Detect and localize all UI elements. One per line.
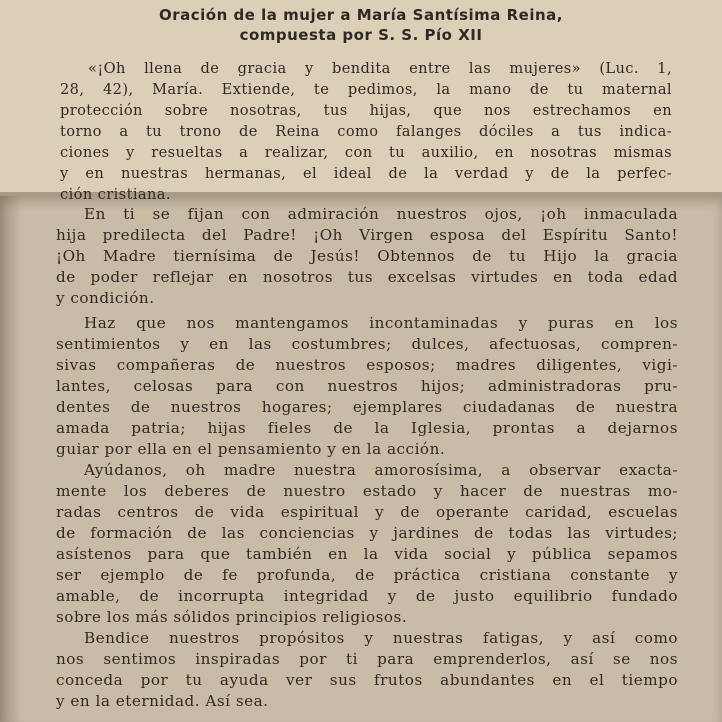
prayer-title-line-1: Oración de la mujer a María Santísima Reina, xyxy=(159,6,563,24)
text-line: de formación de las conciencias y jardines de todas las virtudes; xyxy=(56,524,678,542)
text-line: dentes de nuestros hogares; ejemplares ciudadanas de nuestra xyxy=(56,398,678,416)
text-line: radas centros de vida espiritual y de operante caridad, escuelas xyxy=(56,503,678,521)
paragraph-5 xyxy=(56,628,678,712)
text-line: ción cristiana. xyxy=(60,186,171,203)
prayer-title-line-2: compuesta por S. S. Pío XII xyxy=(239,26,483,44)
text-line: Ayúdanos, oh madre nuestra amorosísima, a observar exacta- xyxy=(84,461,678,479)
text-line: Bendice nuestros propósitos y nuestras fatigas, y así como xyxy=(84,629,678,647)
text-line: ser ejemplo de fe profunda, de práctica cristiana constante y xyxy=(56,566,678,584)
text-line: ciones y resueltas a realizar, con tu auxilio, en nosotras mismas xyxy=(60,144,672,161)
text-line: torno a tu trono de Reina como falanges dóciles a tus indica- xyxy=(60,123,672,140)
text-line: hija predilecta del Padre! ¡Oh Virgen esposa del Espíritu Santo! xyxy=(56,226,678,244)
text-line: sobre los más sólidos principios religiosos. xyxy=(56,608,408,626)
text-line: asístenos para que también en la vida social y pública sepamos xyxy=(56,545,678,563)
text-line: amada patria; hijas fieles de la Iglesia, prontas a dejarnos xyxy=(56,419,678,437)
text-line: y en la eternidad. Así sea. xyxy=(56,692,269,710)
text-line: amable, de incorrupta integridad y de justo equilibrio fundado xyxy=(56,587,678,605)
text-line: lantes, celosas para con nuestros hijos; administradoras pru- xyxy=(56,377,678,395)
paragraph-2 xyxy=(56,204,678,309)
text-line: y condición. xyxy=(56,289,155,307)
paragraph-1 xyxy=(60,58,672,205)
paragraph-4 xyxy=(56,460,678,628)
text-line: ¡Oh Madre tiernísima de Jesús! Obtennos de tu Hijo la gracia xyxy=(56,247,678,265)
text-line: sivas compañeras de nuestros esposos; madres diligentes, vigi- xyxy=(56,356,678,374)
text-line: En ti se fijan con admiración nuestros ojos, ¡oh inmaculada xyxy=(84,205,678,223)
text-line: y en nuestras hermanas, el ideal de la verdad y de la perfec- xyxy=(60,165,672,182)
text-line: «¡Oh llena de gracia y bendita entre las mujeres» (Luc. 1, xyxy=(88,60,672,77)
text-line: de poder reflejar en nosotros tus excelsas virtudes en toda edad xyxy=(56,268,678,286)
text-line: guiar por ella en el pensamiento y en la acción. xyxy=(56,440,446,458)
binding-shadow xyxy=(0,196,22,722)
text-line: protección sobre nosotras, tus hijas, que nos estrechamos en xyxy=(60,102,672,119)
text-line: conceda por tu ayuda ver sus frutos abundantes en el tiempo xyxy=(56,671,678,689)
text-line: Haz que nos mantengamos incontaminadas y puras en los xyxy=(84,314,678,332)
text-line: 28, 42), María. Extiende, te pedimos, la mano de tu maternal xyxy=(60,81,672,98)
text-line: nos sentimos inspiradas por ti para emprenderlos, así se nos xyxy=(56,650,678,668)
paragraph-3 xyxy=(56,313,678,460)
text-line: mente los deberes de nuestro estado y hacer de nuestras mo- xyxy=(56,482,678,500)
text-line: sentimientos y en las costumbres; dulces, afectuosas, compren- xyxy=(56,335,678,353)
